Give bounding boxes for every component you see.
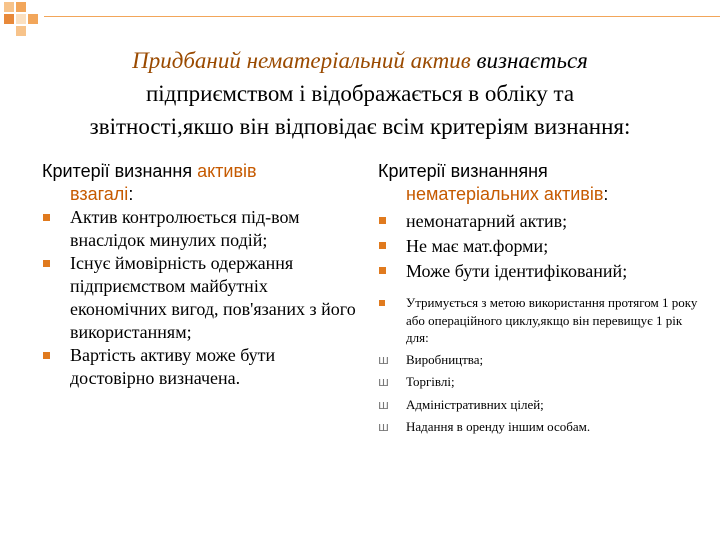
sublist-item: ш Торгівлі;: [378, 371, 698, 394]
list-item: Може бути ідентифікований;: [378, 259, 698, 284]
left-column: [42, 160, 362, 390]
bullet-square-icon: [43, 352, 50, 359]
slide-title: [30, 44, 690, 143]
bullet-square-icon: [43, 214, 50, 221]
purpose-sublist: [378, 349, 698, 439]
sublist-item: ш Виробництва;: [378, 349, 698, 372]
right-heading: Критерії визнанняня нематеріальних активів:: [378, 161, 609, 204]
title-line-3: звітності,якшо він відповідає всім критеріям визнання:: [89, 114, 631, 139]
list-item: Вартість активу може бути достовірно визначена.: [42, 344, 362, 390]
title-verb: визнається: [470, 48, 588, 73]
bullet-square-icon: [43, 260, 50, 267]
bullet-square-icon: [379, 300, 385, 306]
right-column: [378, 160, 698, 439]
sub-bullet-marker: ш: [378, 375, 389, 389]
sub-bullet-marker: ш: [378, 397, 389, 412]
sub-bullet-marker: ш: [378, 352, 389, 367]
left-heading-accent: активів: [197, 161, 257, 181]
sublist-item: ш Адміністративних цілей;: [378, 394, 698, 417]
sub-bullet-marker: ш: [378, 420, 389, 434]
list-item: Існує ймовірність одержання підприємством майбутніх економічних вигод, пов'язаних з його використанням;: [42, 252, 362, 344]
right-purpose-list: [378, 294, 698, 347]
list-item: Не має мат.форми;: [378, 234, 698, 259]
right-heading-accent: нематеріальних активів: [406, 184, 604, 204]
left-heading: Критерії визнання активів взагалі:: [42, 161, 257, 204]
title-line-2: підприємством і відображається в обліку та: [145, 81, 575, 106]
corner-decoration: [0, 0, 720, 40]
list-item: немонатарний актив;: [378, 209, 698, 234]
list-item: Утримується з метою використання протягом 1 року або операційного циклу,якщо він перевищує 1 рік для:: [378, 294, 698, 347]
bullet-square-icon: [379, 267, 386, 274]
bullet-square-icon: [379, 217, 386, 224]
sublist-item: ш Надання в оренду іншим особам.: [378, 416, 698, 439]
right-criteria-list: [378, 209, 698, 284]
title-accent: Придбаний нематеріальний актив: [132, 48, 471, 73]
list-item: Актив контролюється під-вом внаслідок минулих подій;: [42, 206, 362, 252]
left-criteria-list: [42, 206, 362, 390]
bullet-square-icon: [379, 242, 386, 249]
